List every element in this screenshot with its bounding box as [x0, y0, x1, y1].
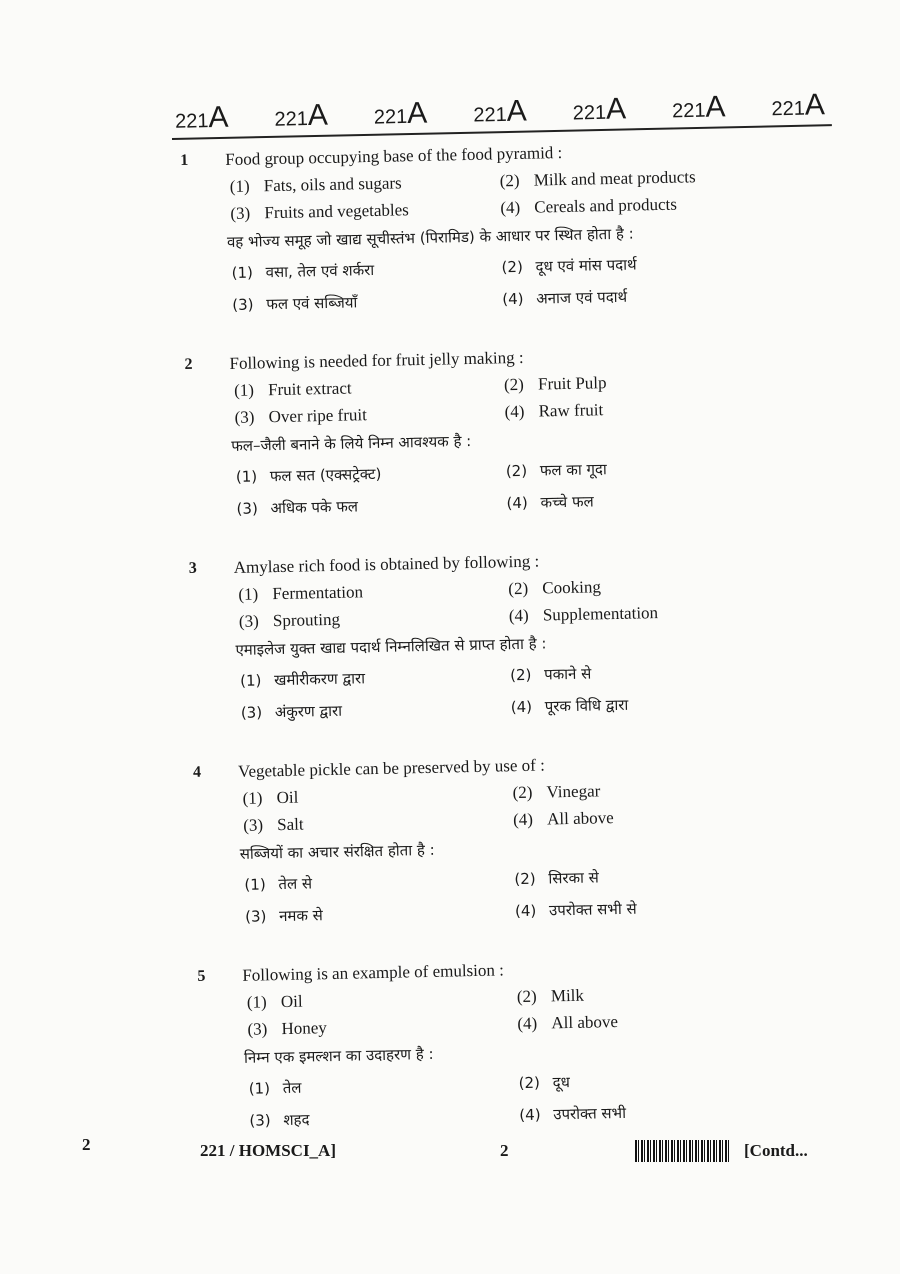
option-number: (2)	[516, 986, 537, 1007]
question-number: 2	[184, 355, 193, 373]
option-hindi	[241, 691, 512, 729]
option-number: (4)	[500, 197, 521, 218]
question-text-hindi: वह भोज्य समूह जो खाद्य सूचीस्तंभ (पिरामिड) के आधार पर स्थित होता है :	[226, 224, 634, 252]
option-number: (2)	[501, 257, 524, 277]
option-text: All above	[551, 1012, 619, 1033]
question-1	[180, 135, 824, 322]
option-number: (4)	[514, 901, 537, 921]
paper-code-suffix: A	[506, 94, 527, 128]
option-number: (3)	[238, 611, 259, 631]
option-text: दूध एवं मांस पदार्थ	[535, 255, 637, 276]
paper-code-2	[274, 99, 328, 134]
option-text: Fats, oils and sugars	[263, 173, 402, 196]
barcode-icon	[635, 1140, 730, 1162]
option-number: (2)	[514, 869, 536, 889]
option-number: (2)	[508, 578, 529, 599]
option-number: (1)	[229, 176, 250, 196]
option-text: अधिक पके फल	[270, 497, 359, 518]
option-hindi	[245, 895, 516, 933]
question-text-english: Food group occupying base of the food pyramid :	[225, 142, 563, 170]
option-hindi	[236, 487, 507, 525]
option-text: तेल से	[278, 874, 313, 894]
question-text-english: Vegetable pickle can be preserved by use of :	[237, 755, 546, 781]
option-english	[243, 806, 514, 839]
paper-code-number: 221	[473, 103, 507, 127]
options-hindi	[227, 245, 823, 321]
option-number: (1)	[242, 788, 263, 808]
option-text: Fruit extract	[267, 378, 352, 400]
option-text: Fruit Pulp	[537, 373, 607, 394]
option-number: (1)	[231, 263, 254, 282]
option-text: पकाने से	[543, 664, 592, 684]
option-number: (2)	[518, 1073, 541, 1093]
option-hindi	[249, 1099, 520, 1137]
option-text: Honey	[281, 1018, 327, 1039]
options-hindi	[232, 449, 828, 525]
option-text: फल का गूदा	[539, 460, 607, 480]
option-number: (3)	[230, 203, 251, 223]
paper-code-number: 221	[572, 101, 607, 125]
option-number: (4)	[502, 289, 524, 309]
paper-code-suffix: A	[208, 100, 229, 135]
paper-code-number: 221	[274, 108, 309, 131]
option-hindi	[510, 685, 811, 723]
question-text-hindi: एमाइलेज युक्त खाद्य पदार्थ निम्नलिखित से प्राप्त होता है :	[235, 634, 547, 659]
option-text: अंकुरण द्वारा	[274, 701, 343, 722]
option-number: (2)	[509, 665, 532, 685]
option-text: उपरोक्त सभी से	[548, 899, 637, 920]
option-text: पूरक विधि द्वारा	[544, 695, 629, 716]
paper-code-7	[771, 88, 825, 123]
option-text: Milk and meat products	[533, 167, 696, 190]
question-number: 1	[180, 151, 189, 169]
option-hindi	[519, 1093, 820, 1131]
paper-code-4	[473, 94, 527, 129]
paper-code-5	[572, 92, 626, 127]
paper-code-suffix: A	[307, 98, 329, 133]
option-text: Fruits and vegetables	[264, 200, 410, 223]
paper-code-suffix: A	[406, 96, 428, 130]
option-hindi	[232, 283, 503, 321]
option-hindi	[502, 277, 803, 315]
side-page-number: 2	[82, 1135, 91, 1154]
option-text: फल एवं सब्जियाँ	[266, 293, 358, 314]
option-text: दूध	[552, 1073, 571, 1092]
option-text: Supplementation	[542, 603, 659, 625]
option-english	[247, 1010, 518, 1043]
option-number: (4)	[508, 605, 529, 626]
footer-page-number: 2	[500, 1141, 509, 1160]
paper-code-1	[175, 101, 229, 136]
option-number: (3)	[234, 407, 255, 427]
option-number: (3)	[242, 815, 264, 835]
option-number: (1)	[239, 671, 262, 690]
option-number: (1)	[248, 1079, 271, 1098]
option-number: (1)	[233, 380, 255, 400]
option-text: Cereals and products	[534, 194, 678, 217]
option-number: (3)	[236, 499, 259, 518]
question-number: 3	[188, 559, 197, 577]
option-text: All above	[546, 808, 614, 829]
option-number: (1)	[246, 992, 267, 1012]
option-text: उपरोक्त सभी	[553, 1103, 627, 1124]
option-text: कच्चे फल	[540, 492, 594, 512]
paper-code-number: 221	[174, 110, 209, 133]
question-number: 5	[197, 967, 206, 985]
option-number: (1)	[244, 875, 266, 894]
paper-code-number: 221	[771, 97, 806, 121]
options-hindi	[236, 652, 832, 728]
paper-code-suffix: A	[705, 90, 726, 124]
option-number: (3)	[240, 703, 263, 722]
option-text: Milk	[550, 985, 585, 1006]
question-text-english: Following is an example of emulsion :	[242, 960, 505, 985]
option-text: नमक से	[278, 906, 324, 926]
option-text: Oil	[280, 991, 303, 1012]
option-hindi	[506, 481, 807, 519]
option-text: वसा, तेल एवं शर्करा	[265, 260, 375, 282]
paper-code-3	[374, 97, 428, 132]
option-text: तेल	[282, 1078, 302, 1098]
option-number: (2)	[499, 170, 520, 191]
continued-label: [Contd...	[744, 1141, 808, 1160]
option-hindi	[515, 889, 816, 927]
option-number: (4)	[517, 1013, 538, 1034]
option-text: Raw fruit	[538, 400, 604, 421]
option-number: (1)	[235, 467, 258, 486]
paper-code-header	[175, 88, 826, 136]
question-text-hindi: सब्जियों का अचार संरक्षित होता है :	[239, 840, 435, 863]
question-text-english: Following is needed for fruit jelly making :	[229, 347, 524, 374]
paper-code-number: 221	[373, 105, 408, 129]
question-number: 4	[192, 763, 202, 781]
option-number: (4)	[512, 809, 534, 830]
option-text: Salt	[276, 814, 304, 835]
option-number: (2)	[505, 461, 528, 481]
page-footer	[200, 1140, 845, 1162]
option-number: (3)	[247, 1019, 268, 1039]
option-number: (2)	[503, 374, 525, 395]
footer-paper-code: 221 / HOMSCI_A]	[200, 1141, 336, 1160]
option-number: (4)	[510, 697, 533, 717]
option-number: (3)	[244, 907, 267, 926]
paper-code-number: 221	[671, 99, 706, 123]
option-text: अनाज एवं पदार्थ	[536, 287, 628, 308]
paper-code-suffix: A	[605, 92, 627, 126]
option-text: Fermentation	[272, 582, 364, 604]
option-number: (4)	[519, 1105, 541, 1125]
option-number: (3)	[232, 295, 254, 314]
question-text-english: Amylase rich food is obtained by following :	[233, 551, 540, 577]
option-number: (4)	[504, 401, 525, 422]
question-text-hindi: निम्न एक इमल्शन का उदाहरण है :	[243, 1044, 434, 1067]
options-hindi	[244, 1060, 840, 1136]
paper-code-suffix: A	[804, 88, 826, 122]
option-text: Cooking	[542, 577, 602, 598]
question-4	[193, 746, 837, 933]
option-text: शहद	[283, 1110, 310, 1130]
option-text: Oil	[276, 787, 299, 808]
question-5	[197, 950, 841, 1137]
option-text: Over ripe fruit	[268, 405, 368, 427]
question-list	[180, 135, 841, 1168]
options-hindi	[240, 856, 836, 932]
option-number: (3)	[249, 1111, 271, 1130]
option-text: खमीरीकरण द्वारा	[273, 669, 366, 690]
option-number: (4)	[506, 493, 528, 513]
paper-code-6	[672, 90, 726, 125]
option-text: Vinegar	[546, 781, 601, 802]
option-text: सिरका से	[548, 868, 600, 888]
question-2	[184, 339, 828, 526]
option-text: Sprouting	[272, 609, 341, 631]
question-3	[189, 543, 833, 730]
option-number: (1)	[238, 584, 259, 604]
option-number: (2)	[512, 782, 533, 803]
option-text: फल सत (एक्सट्रेक्ट)	[269, 464, 382, 486]
question-text-hindi: फल–जैली बनाने के लिये निम्न आवश्यक है :	[231, 431, 472, 455]
